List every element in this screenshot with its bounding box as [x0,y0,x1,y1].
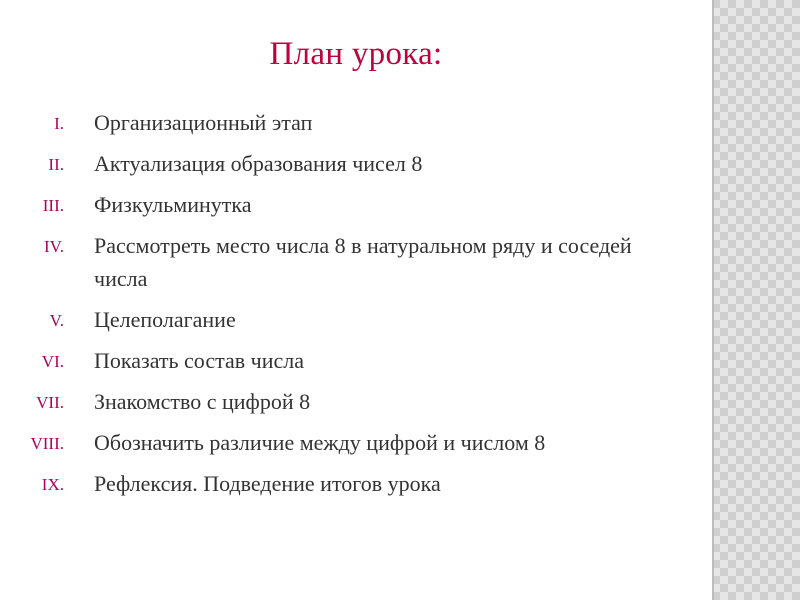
lesson-plan-list [0,106,700,508]
list-item-text: Рефлексия. Подведение итогов урока [94,471,441,496]
list-numeral: II. [48,155,64,174]
list-item [0,303,700,336]
list-item-text: Физкульминутка [94,192,252,217]
list-item [0,467,700,500]
list-numeral: V. [49,311,64,330]
list-item-text: Показать состав числа [94,348,304,373]
list-item-text: Организационный этап [94,110,313,135]
list-item-text: Актуализация образования чисел 8 [94,151,423,176]
list-item [0,229,700,295]
slide-title: План урока: [269,36,443,72]
list-item [0,147,700,180]
list-item-text: Знакомство с цифрой 8 [94,389,311,414]
decorative-side-band [712,0,800,600]
list-item [0,106,700,139]
list-item-text: Обозначить различие между цифрой и числом 8 [94,430,546,455]
list-item-text: Целеполагание [94,307,236,332]
list-numeral: VI. [41,352,64,371]
list-numeral: IX. [41,475,64,494]
list-item [0,426,700,459]
list-item [0,188,700,221]
list-numeral: IV. [44,237,64,256]
list-item [0,385,700,418]
list-numeral: VIII. [30,434,64,453]
list-numeral: VII. [36,393,64,412]
list-item-text: Рассмотреть место числа 8 в натуральном ряду и соседей числа [94,233,632,291]
list-numeral: III. [42,196,64,215]
list-item [0,344,700,377]
list-numeral: I. [54,114,64,133]
